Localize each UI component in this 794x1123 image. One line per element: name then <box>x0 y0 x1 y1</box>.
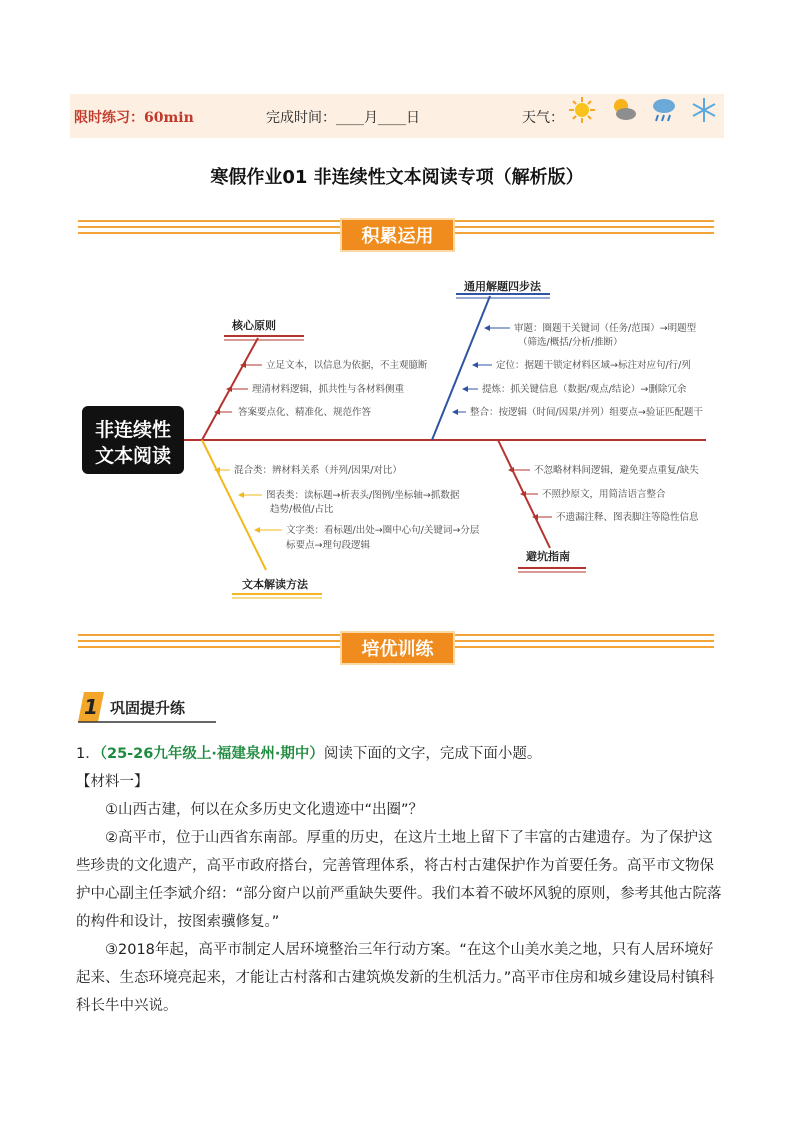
methods-item-2: 图表类：读标题→析表头/图例/坐标轴→抓数据 <box>266 490 460 501</box>
question-source: （25-26九年级上·福建泉州·期中） <box>99 746 324 762</box>
paragraph-1: ①山西古建，何以在众多历史文化遗迹中“出圈”？ <box>105 802 424 818</box>
finish-time: 完成时间：____月____日 <box>266 110 420 126</box>
mindmap-center-line1: 非连续性 <box>94 419 172 441</box>
page-title: 寒假作业01 非连续性文本阅读专项（解析版） <box>210 167 584 188</box>
section-number: 1 <box>84 695 98 719</box>
pitfalls-item-1: 不忽略材料间逻辑，避免要点重复/缺失 <box>534 465 699 476</box>
question-number: 1． <box>76 746 100 762</box>
paragraph-2: ②高平市，位于山西省东南部。厚重的历史，在这片土地上留下了丰富的古建遗存。为了保护这些珍贵的文化遗产，高平市政府搭台，完善管理体系，将古村古建保护作为首要任务。高平市文物保护中心副主任李斌介绍：“部分窗户以前严重缺失要件。我们本着不破坏风貌的原则，参考其他古院落的构件和设计，按图索骥修复。” <box>76 830 722 930</box>
mindmap-center-line2: 文本阅读 <box>94 445 172 467</box>
rain-icon <box>650 96 678 124</box>
steps-item-3: 提炼：抓关键信息（数据/观点/结论）→删除冗余 <box>482 384 687 395</box>
steps-item-4: 整合：按逻辑（时间/因果/并列）组要点→验证匹配题干 <box>470 407 703 418</box>
banner-accumulate: 积累运用 <box>340 218 455 252</box>
steps-item-1: 审题：圈题干关键词（任务/范围）→明题型 <box>514 323 697 334</box>
paragraph-3: ③2018年起，高平市制定人居环境整治三年行动方案。“在这个山美水美之地，只有人居环境好起来、生态环境亮起来，才能让古村落和古建筑焕发新的生机活力。”高平市住房和城乡建设局村镇科科长牛中兴说。 <box>76 942 715 1014</box>
question-prompt: 阅读下面的文字，完成下面小题。 <box>323 746 542 762</box>
time-limit: 限时练习：60min <box>74 110 194 126</box>
snow-icon <box>690 96 718 124</box>
sun-icon <box>568 96 596 124</box>
pitfalls-item-2: 不照抄原文，用简洁语言整合 <box>542 489 666 500</box>
question-1 <box>76 740 726 1020</box>
material-label: 【材料一】 <box>76 774 149 790</box>
core-item-2: 理清材料逻辑，抓共性与各材料侧重 <box>252 384 405 395</box>
banner-training: 培优训练 <box>340 631 455 665</box>
core-item-1: 立足文本，以信息为依据，不主观臆断 <box>266 360 428 371</box>
steps-item-1b: （筛选/概括/分析/推断） <box>518 337 623 348</box>
section-heading <box>74 688 224 724</box>
header-bar <box>70 94 724 138</box>
partly-cloudy-icon <box>610 96 638 124</box>
steps-item-2: 定位：据题干锁定材料区域→标注对应句/行/列 <box>496 360 691 371</box>
pitfalls-title: 避坑指南 <box>526 550 570 563</box>
mindmap <box>70 268 724 603</box>
core-item-3: 答案要点化、精准化、规范作答 <box>238 407 372 418</box>
methods-item-3b: 标要点→理句段逻辑 <box>286 540 370 551</box>
methods-item-1: 混合类：辨材料关系（并列/因果/对比） <box>234 465 402 476</box>
methods-title: 文本解读方法 <box>242 578 308 591</box>
pitfalls-item-3: 不遗漏注释、图表脚注等隐性信息 <box>556 512 699 523</box>
methods-item-2b: 趋势/极值/占比 <box>270 504 334 515</box>
methods-item-3: 文字类：看标题/出处→圈中心句/关键词→分层 <box>286 525 480 536</box>
core-title: 核心原则 <box>232 319 276 332</box>
section-label: 巩固提升练 <box>110 699 186 717</box>
weather-label: 天气： <box>522 110 564 126</box>
steps-title: 通用解题四步法 <box>464 280 541 293</box>
